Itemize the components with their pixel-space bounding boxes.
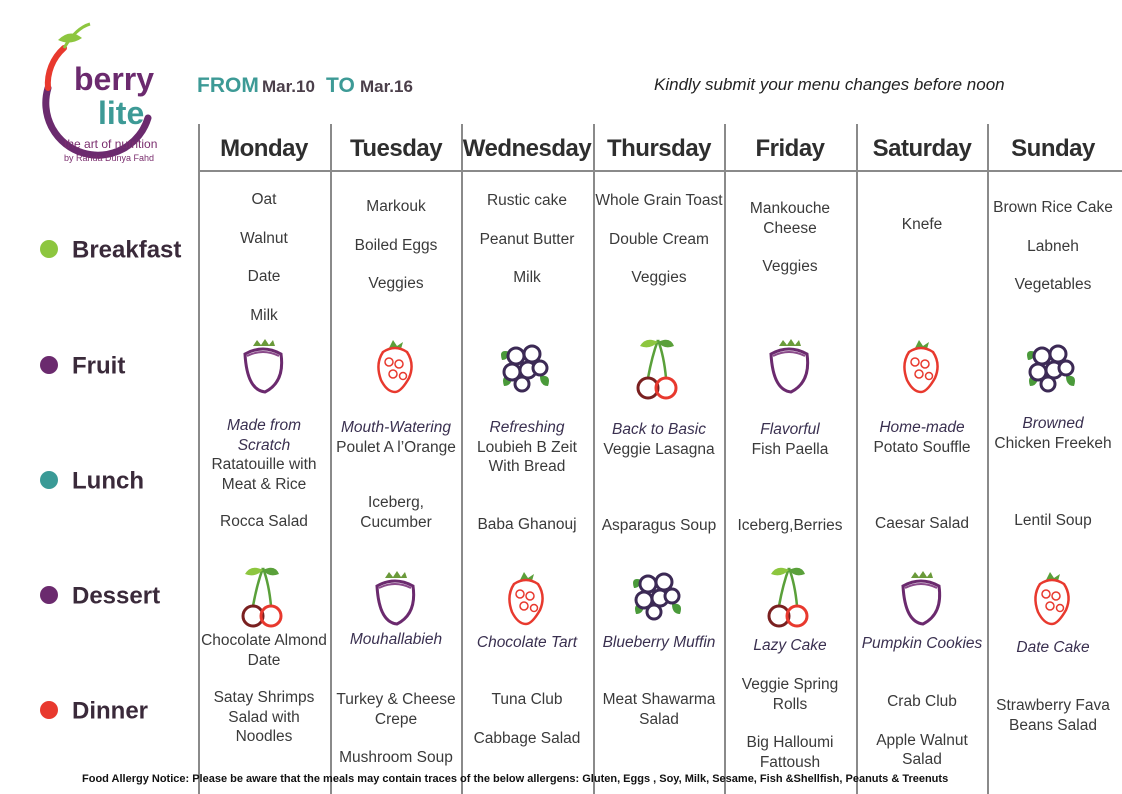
dinner-item: Cabbage Salad <box>473 729 581 747</box>
breakfast-item: Whole Grain Toast <box>595 192 723 209</box>
plum-icon <box>757 334 821 404</box>
from-date: Mar.10 <box>262 77 315 96</box>
breakfast-item: Milk <box>513 269 541 286</box>
day-header-saturday: Saturday <box>872 135 972 162</box>
lunch-side-dish: Caesar Salad <box>875 515 969 532</box>
svg-text:berry: berry <box>74 61 155 97</box>
lunch-main-dish: Fish Paella <box>751 440 829 458</box>
blueberry-icon <box>1020 334 1084 404</box>
dinner-item: Big Halloumi Fattoush <box>746 734 834 771</box>
dessert-item: Chocolate Almond Date <box>201 632 327 669</box>
breakfast-item: Veggies <box>368 275 424 292</box>
dessert-item: Blueberry Muffin <box>602 634 716 651</box>
meal-dot <box>40 586 58 604</box>
breakfast-cell-saturday <box>857 215 987 254</box>
submission-note: Kindly submit your menu changes before noon <box>654 75 1005 94</box>
lunch-tagline: Refreshing <box>489 419 565 436</box>
lunch-tagline: Home-made <box>879 419 965 436</box>
dessert-item: Pumpkin Cookies <box>861 635 983 652</box>
lunch-main-dish: Ratatouille with Meat & Rice <box>211 456 317 493</box>
breakfast-cell-wednesday <box>462 191 592 307</box>
day-header-friday: Friday <box>755 135 825 162</box>
meal-label-text: Fruit <box>72 352 126 380</box>
breakfast-cell-friday <box>725 199 855 296</box>
lunch-main-cell <box>594 420 724 459</box>
breakfast-item: Knefe <box>901 216 943 233</box>
breakfast-item: Oat <box>251 191 277 208</box>
lunch-tagline: Mouth-Watering <box>341 419 451 436</box>
dinner-item: Turkey & Cheese Crepe <box>336 691 456 728</box>
lunch-tagline: Browned <box>1022 415 1084 432</box>
lunch-side-dish: Asparagus Soup <box>601 517 717 534</box>
lunch-side-dish: Iceberg, Cucumber <box>360 494 432 531</box>
meal-label-text: Dessert <box>72 582 161 610</box>
dinner-item: Strawberry Fava Beans Salad <box>996 697 1110 734</box>
raspberry-icon <box>494 566 558 636</box>
day-header-wednesday: Wednesday <box>462 135 592 162</box>
allergy-notice: Food Allergy Notice: Please be aware that the meals may contain traces of the below allergens: Gluten, Eggs , Soy, Milk, Sesame, Fish &Shellfish, Peanuts & Treenuts <box>82 773 949 785</box>
dinner-cell-sunday <box>988 696 1118 754</box>
breakfast-item: Labneh <box>1027 237 1079 255</box>
meal-label-text: Breakfast <box>72 236 182 264</box>
dinner-cell-monday <box>199 688 329 766</box>
meal-label-fruit <box>40 352 125 381</box>
meal-dot <box>40 240 58 258</box>
breakfast-item: Markouk <box>366 198 426 215</box>
plum-icon <box>231 334 295 404</box>
dinner-cell-wednesday <box>462 690 592 767</box>
breakfast-item: Mankouche Cheese <box>749 200 831 237</box>
dinner-item: Tuna Club <box>491 691 563 708</box>
lunch-main-cell <box>199 416 329 494</box>
dinner-item: Meat Shawarma Salad <box>602 691 716 728</box>
dinner-item: Satay Shrimps Salad with Noodles <box>213 689 315 745</box>
logo-byline: by Randa Dunya Fahd <box>64 153 155 163</box>
breakfast-item: Rustic cake <box>486 192 568 209</box>
lunch-main-dish: Poulet A l’Orange <box>336 438 456 456</box>
lunch-side-dish: Iceberg,Berries <box>737 517 843 534</box>
meal-label-lunch <box>40 467 144 496</box>
plum-icon <box>363 566 427 636</box>
day-header-monday: Monday <box>220 135 308 162</box>
logo-tagline: the art of nutrition <box>64 137 158 151</box>
lunch-main-dish: Chicken Freekeh <box>994 434 1112 452</box>
lunch-tagline: Flavorful <box>760 421 820 438</box>
dinner-item: Crab Club <box>887 693 957 710</box>
to-label: TO <box>326 74 355 97</box>
lunch-side-dish: Rocca Salad <box>220 513 308 530</box>
lunch-main-dish: Veggie Lasagna <box>603 440 715 458</box>
day-header-tuesday: Tuesday <box>349 135 443 162</box>
breakfast-cell-thursday <box>594 191 724 307</box>
breakfast-cell-tuesday <box>331 197 461 313</box>
meal-label-text: Dinner <box>72 697 149 725</box>
breakfast-item: Veggies <box>631 269 687 286</box>
dessert-item: Chocolate Tart <box>476 634 578 651</box>
lunch-main-dish: Loubieh B Zeit With Bread <box>477 438 577 475</box>
meal-dot <box>40 701 58 719</box>
cherry-icon <box>231 562 295 632</box>
breakfast-item: Brown Rice Cake <box>993 199 1113 216</box>
dinner-cell-thursday <box>594 690 724 748</box>
lunch-tagline: Back to Basic <box>612 421 706 438</box>
dinner-item: Veggie Spring Rolls <box>741 676 839 713</box>
cherry-icon <box>626 334 690 404</box>
breakfast-item: Vegetables <box>1014 276 1092 293</box>
meal-label-dinner <box>40 697 148 726</box>
lunch-side-dish: Lentil Soup <box>1014 512 1092 529</box>
plum-icon <box>889 566 953 636</box>
lunch-main-dish: Potato Souffle <box>873 438 971 456</box>
meal-label-breakfast <box>40 236 181 265</box>
meal-label-text: Lunch <box>72 467 144 495</box>
header-divider <box>198 170 1122 172</box>
dessert-item: Mouhallabieh <box>349 631 443 648</box>
raspberry-icon <box>363 334 427 404</box>
cherry-icon <box>757 562 821 632</box>
lunch-tagline: Made from Scratch <box>226 417 302 454</box>
dinner-item: Mushroom Soup <box>339 749 453 766</box>
raspberry-icon <box>1020 566 1084 636</box>
lunch-main-cell <box>462 418 592 477</box>
breakfast-item: Veggies <box>762 258 818 275</box>
breakfast-cell-monday <box>199 190 329 344</box>
lunch-main-cell <box>988 414 1118 453</box>
breakfast-item: Peanut Butter <box>479 230 575 248</box>
dinner-item: Apple Walnut Salad <box>876 731 968 768</box>
dessert-item: Date Cake <box>1016 639 1090 656</box>
breakfast-item: Double Cream <box>609 230 709 248</box>
from-label: FROM <box>197 74 259 97</box>
day-header-thursday: Thursday <box>606 135 712 162</box>
breakfast-item: Walnut <box>240 229 288 247</box>
blueberry-icon <box>626 562 690 632</box>
blueberry-icon <box>494 334 558 404</box>
to-date: Mar.16 <box>360 77 413 96</box>
meal-label-dessert <box>40 582 160 611</box>
lunch-side-dish: Baba Ghanouj <box>477 516 577 533</box>
meal-dot <box>40 471 58 489</box>
breakfast-item: Milk <box>250 306 278 324</box>
lunch-main-cell <box>331 418 461 457</box>
meal-dot <box>40 356 58 374</box>
breakfast-cell-sunday <box>988 198 1118 314</box>
lunch-main-cell <box>857 418 987 457</box>
day-header-sunday: Sunday <box>1011 135 1095 162</box>
breakfast-item: Boiled Eggs <box>354 236 438 254</box>
dessert-item: Lazy Cake <box>753 637 827 654</box>
breakfast-item: Date <box>247 268 281 285</box>
svg-text:lite: lite <box>98 95 145 131</box>
lunch-main-cell <box>725 420 855 459</box>
raspberry-icon <box>889 334 953 404</box>
